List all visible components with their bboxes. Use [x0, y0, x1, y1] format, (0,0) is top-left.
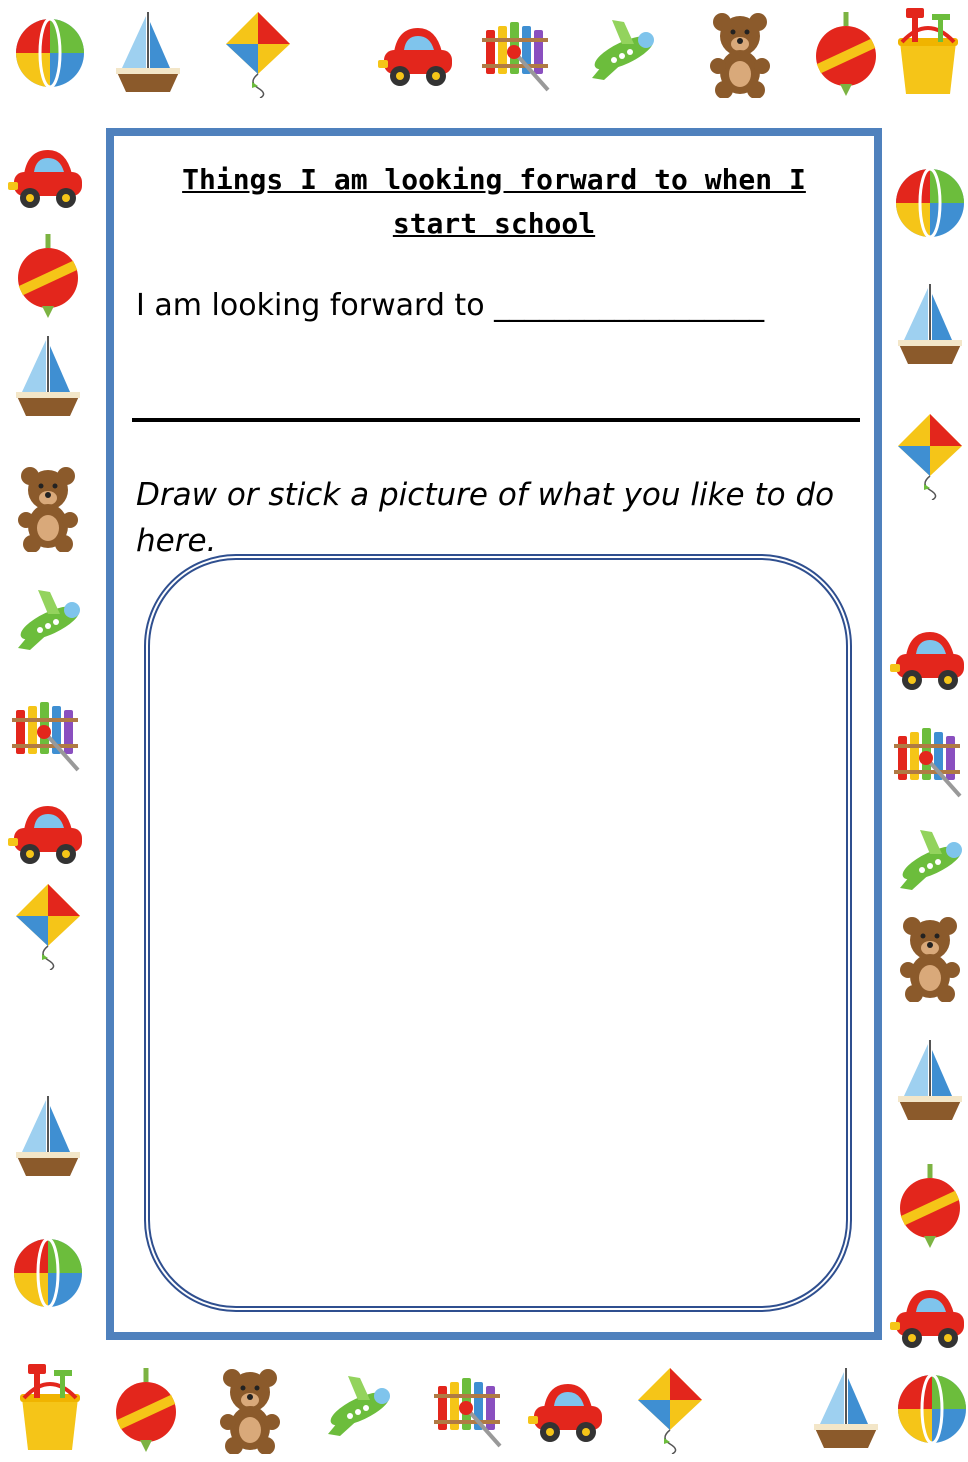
drawing-instruction: Draw or stick a picture of what you like to do here. [136, 477, 835, 559]
car-icon [8, 786, 88, 876]
sailboat-icon [108, 8, 188, 98]
car-icon [890, 612, 968, 702]
spinning-top-icon [806, 8, 886, 98]
sailboat-icon [890, 1036, 968, 1126]
airplane-icon [582, 8, 662, 98]
sand-bucket-icon [888, 8, 968, 98]
writing-line [132, 418, 860, 422]
kite-icon [218, 8, 298, 98]
spinning-top-icon [890, 1160, 968, 1250]
teddy-bear-icon [8, 462, 88, 552]
ball-icon [10, 8, 90, 98]
worksheet-panel [106, 128, 882, 1340]
xylophone-icon [430, 1364, 510, 1454]
sailboat-icon [890, 280, 968, 370]
looking-forward-prompt: I am looking forward to __________________ [136, 288, 765, 323]
teddy-bear-icon [890, 912, 968, 1002]
car-icon [890, 1270, 968, 1360]
kite-icon [8, 880, 88, 970]
airplane-icon [8, 578, 88, 668]
airplane-icon [890, 818, 968, 908]
airplane-icon [318, 1364, 398, 1454]
car-icon [528, 1364, 608, 1454]
sailboat-icon [8, 1092, 88, 1182]
ball-icon [8, 1228, 88, 1318]
kite-icon [630, 1364, 710, 1454]
ball-icon [890, 158, 968, 248]
car-icon [8, 130, 88, 220]
xylophone-icon [890, 714, 968, 804]
xylophone-icon [478, 8, 558, 98]
teddy-bear-icon [700, 8, 780, 98]
spinning-top-icon [106, 1364, 186, 1454]
car-icon [378, 8, 458, 98]
spinning-top-icon [8, 230, 88, 320]
sailboat-icon [806, 1364, 886, 1454]
kite-icon [890, 410, 968, 500]
worksheet-title: Things I am looking forward to when I start school [182, 163, 806, 240]
ball-icon [892, 1364, 968, 1454]
teddy-bear-icon [210, 1364, 290, 1454]
sailboat-icon [8, 332, 88, 422]
xylophone-icon [8, 688, 88, 778]
drawing-area[interactable] [144, 554, 852, 1312]
sand-bucket-icon [10, 1364, 90, 1454]
